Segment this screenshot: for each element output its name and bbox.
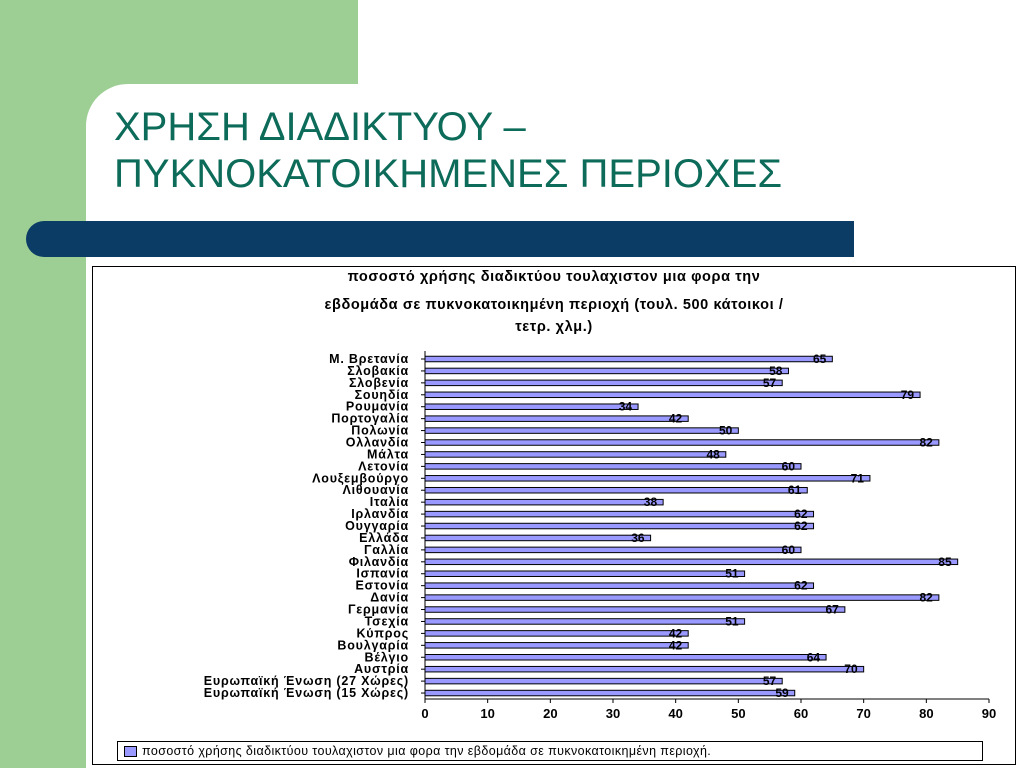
category-label: Ιρλανδία (351, 507, 409, 522)
x-tick-label: 60 (793, 706, 809, 722)
x-tick-label: 10 (480, 706, 495, 722)
x-tick-label: 80 (919, 706, 934, 722)
bar (425, 678, 782, 684)
bar (425, 559, 958, 565)
data-label: 64 (806, 650, 821, 665)
chart-frame (92, 266, 1016, 765)
data-label: 65 (812, 352, 827, 366)
data-label: 85 (938, 554, 952, 569)
x-tick-label: 40 (668, 706, 683, 722)
x-tick-label: 50 (731, 706, 746, 722)
category-label: Λετονία (358, 459, 409, 474)
bar (425, 404, 638, 410)
data-label: 70 (844, 662, 858, 677)
data-label: 82 (919, 590, 933, 605)
category-label: Σουηδία (354, 387, 409, 402)
bar (425, 356, 832, 362)
bar (425, 440, 939, 446)
category-label: Πορτογαλία (331, 411, 409, 426)
bar (425, 476, 870, 482)
bar (425, 619, 745, 625)
category-label: Ολλανδία (345, 435, 409, 450)
bar (425, 547, 801, 553)
page-title-line2: ΠΥΚΝΟΚΑΤΟΙΚΗΜΕΝΕΣ ΠΕΡΙΟΧΕΣ (114, 152, 783, 196)
bar (425, 571, 745, 577)
bar (425, 523, 814, 529)
category-label: Εστονία (355, 578, 409, 593)
data-label: 57 (762, 375, 777, 390)
bar (425, 643, 688, 649)
category-label: Ελλάδα (359, 530, 409, 545)
data-label: 34 (618, 399, 633, 414)
category-label: Λιθουανία (342, 483, 409, 498)
x-tick-label: 20 (543, 706, 558, 722)
category-label: Μ. Βρετανία (329, 352, 409, 366)
x-tick-label: 70 (856, 706, 871, 722)
data-label: 59 (775, 686, 789, 701)
data-label: 42 (668, 638, 683, 653)
category-label: Ουγγαρία (345, 519, 409, 534)
data-label: 67 (825, 602, 839, 617)
category-label: Πολωνία (351, 423, 409, 438)
category-label: Ρουμανία (345, 399, 409, 414)
legend-swatch (124, 746, 137, 757)
x-tick-label: 90 (981, 706, 997, 722)
chart-title-line3: τετρ. χλμ.) (515, 319, 593, 335)
bar (425, 631, 688, 637)
category-label: Σλοβενία (348, 375, 409, 390)
data-label: 60 (781, 542, 795, 557)
bar (425, 380, 782, 386)
category-label: Αυστρία (354, 662, 409, 677)
bar (425, 368, 788, 374)
bar (425, 416, 688, 422)
category-label: Δανία (370, 590, 409, 605)
bar (425, 655, 826, 661)
data-label: 51 (725, 566, 739, 581)
category-label: Γερμανία (347, 602, 409, 617)
category-label: Βέλγιο (364, 650, 409, 665)
bar (425, 464, 801, 470)
data-label: 62 (794, 578, 808, 593)
category-label: Μάλτα (367, 447, 409, 462)
data-label: 42 (668, 626, 683, 641)
chart-title-line2: εβδομάδα σε πυκνοκατοικημένη περιοχή (τουλ. 500 κάτοικοι / (324, 297, 784, 313)
data-label: 62 (794, 519, 808, 534)
bar (425, 428, 738, 434)
category-label: Φιλανδία (348, 554, 409, 569)
bar (425, 595, 939, 601)
data-label: 62 (794, 507, 808, 522)
data-label: 51 (725, 614, 739, 629)
category-label: Γαλλία (363, 542, 409, 557)
accent-bar (26, 221, 854, 257)
x-tick-label: 0 (421, 706, 429, 722)
category-label: Ευρωπαϊκή Ένωση (27 Χώρες) (203, 674, 409, 689)
data-label: 71 (850, 471, 864, 486)
legend-label: ποσοστό χρήσης διαδικτύου τουλαχιστον μια φορα την εβδομάδα σε πυκνοκατοικημένη περιοχή. (142, 744, 712, 758)
data-label: 38 (643, 495, 658, 510)
chart-title-line1: ποσοστό χρήσης διαδικτύου τουλαχιστον μια φορα την (347, 269, 761, 285)
category-label: Βουλγαρία (337, 638, 409, 653)
bar (425, 607, 845, 613)
category-label: Ισπανία (356, 566, 409, 581)
background-green-strip (0, 0, 86, 768)
bar (425, 452, 726, 458)
data-label: 42 (668, 411, 683, 426)
bar (425, 583, 814, 589)
bar (425, 511, 814, 516)
category-label: Κύπρος (356, 626, 409, 641)
category-label: Τσεχία (364, 614, 409, 629)
bar (425, 666, 864, 672)
bar (425, 690, 795, 696)
category-label: Σλοβακία (347, 363, 409, 378)
bar (425, 535, 651, 541)
x-tick-label: 30 (605, 706, 621, 722)
data-label: 50 (718, 423, 733, 438)
data-label: 79 (900, 387, 915, 402)
page-title-line1: ΧΡΗΣΗ ΔΙΑΔΙΚΤΥΟΥ – (114, 105, 526, 149)
data-label: 82 (919, 435, 933, 450)
bar (425, 392, 920, 398)
category-label: Ευρωπαϊκή Ένωση (15 Χώρες) (203, 686, 409, 701)
data-label: 57 (762, 674, 777, 689)
data-label: 36 (631, 530, 645, 545)
category-label: Ιταλία (369, 495, 409, 510)
chart-legend (117, 741, 983, 761)
data-label: 48 (706, 447, 720, 462)
category-label: Λουξεμβούργο (312, 471, 409, 486)
bar (425, 487, 807, 493)
bar (425, 499, 663, 505)
page-title (114, 104, 994, 198)
bar-chart (93, 267, 1015, 737)
data-label: 61 (787, 483, 802, 498)
data-label: 60 (781, 459, 795, 474)
data-label: 58 (769, 363, 783, 378)
